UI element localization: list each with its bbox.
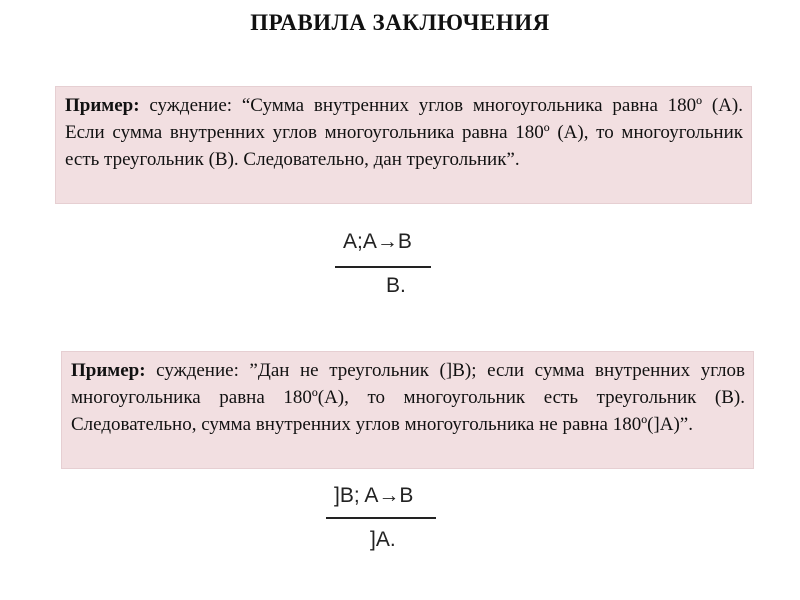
inference-formula-1 (335, 230, 435, 300)
example-text: суждение: ”Дан не треугольник (]В); если сумма внутренних углов многоугольника равна 180º(А), то многоугольник есть треугольник (В). Следовательно, сумма внутренних углов многоугольника не равна 180º(]А)”. (71, 360, 745, 435)
formula-fraction-bar (326, 517, 436, 519)
formula-premise: ]B; A→B (334, 484, 414, 507)
example-lead-label: Пример: (65, 95, 140, 116)
formula-conclusion: B. (386, 274, 406, 297)
formula-fraction-bar (335, 266, 431, 268)
example-box-2 (61, 351, 754, 469)
page-title: ПРАВИЛА ЗАКЛЮЧЕНИЯ (250, 10, 550, 35)
formula-premise: A;A→B (343, 230, 412, 253)
formula-conclusion: ]A. (370, 528, 396, 551)
example-text: суждение: “Сумма внутренних углов многоугольника равна 180º (А). Если сумма внутренних углов многоугольника равна 180º (А), то многоугольник есть треугольник (В). Следовательно, дан треугольник”. (65, 95, 743, 170)
example-lead-label: Пример: (71, 360, 146, 381)
example-box-1 (55, 86, 752, 204)
inference-formula-2 (326, 484, 438, 556)
